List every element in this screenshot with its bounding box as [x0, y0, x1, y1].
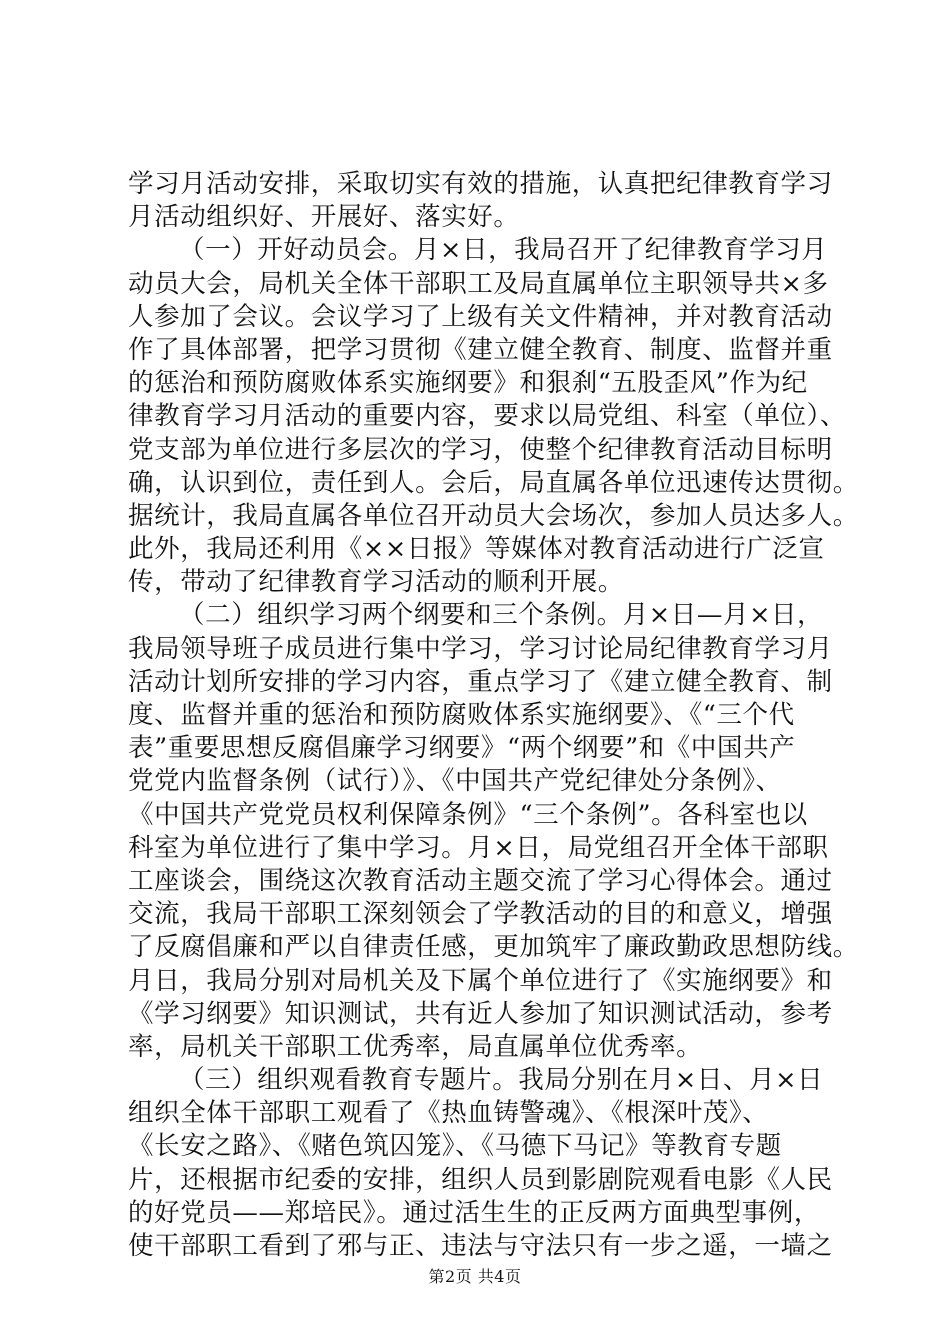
- text-line: 活动计划所安排的学习内容，重点学习了《建立健全教育、制: [128, 666, 833, 697]
- text-line: 学习月活动安排，采取切实有效的措施，认真把纪律教育学习: [128, 169, 833, 199]
- text-line: 党党内监督条例（试行）》、《中国共产党纪律处分条例》、: [128, 766, 782, 797]
- paragraph-first-line: （二）组织学习两个纲要和三个条例。月×日—月×日，: [179, 600, 824, 631]
- text-line: 组织全体干部职工观看了《热血铸警魂》、《根深叶茂》、: [128, 1098, 769, 1129]
- text-line: 的惩治和预防腐败体系实施纲要》和狠刹“五股歪风”作为纪: [128, 368, 808, 399]
- text-line: 了反腐倡廉和严以自律责任感，更加筑牢了廉政勤政思想防线。: [128, 932, 859, 963]
- document-body: [128, 168, 859, 1263]
- text-line: 确，认识到位，责任到人。会后，局直属各单位迅速传达贯彻。: [128, 467, 859, 498]
- text-line: 律教育学习月活动的重要内容，要求以局党组、科室（单位）、: [128, 401, 847, 432]
- text-line: 表”重要思想反腐倡廉学习纲要》“两个纲要”和《中国共产: [128, 733, 796, 764]
- text-line: 我局领导班子成员进行集中学习，学习讨论局纪律教育学习月: [128, 633, 833, 664]
- paragraph-first-line: （一）开好动员会。月×日，我局召开了纪律教育学习月: [179, 235, 828, 266]
- text-line: 科室为单位进行了集中学习。月×日，局党组召开全体干部职: [128, 832, 829, 863]
- text-line: 交流，我局干部职工深刻领会了学教活动的目的和意义，增强: [128, 899, 833, 930]
- text-line: 此外，我局还利用《××日报》等媒体对教育活动进行广泛宣: [128, 534, 825, 565]
- page-footer: 第2页 共4页: [428, 1267, 522, 1286]
- text-line: 据统计，我局直属各单位召开动员大会场次，参加人员达多人。: [128, 500, 859, 531]
- text-line: 《长安之路》、《赌色筑囚笼》、《马德下马记》等教育专题: [128, 1131, 782, 1162]
- text-line: 度、监督并重的惩治和预防腐败体系实施纲要》、《“三个代: [128, 700, 795, 730]
- text-line: 传，带动了纪律教育学习活动的顺利开展。: [128, 567, 624, 598]
- text-line: 月活动组织好、开展好、落实好。: [128, 202, 520, 233]
- text-line: 的好党员——郑培民》。通过活生生的正反两方面典型事例，: [128, 1197, 820, 1228]
- paragraph-first-line: （三）组织观看教育专题片。我局分别在月×日、月×日: [179, 1065, 824, 1096]
- text-line: 月日，我局分别对局机关及下属个单位进行了《实施纲要》和: [128, 965, 833, 996]
- text-line: 工座谈会，围绕这次教育活动主题交流了学习心得体会。通过: [128, 865, 833, 896]
- text-line: 人参加了会议。会议学习了上级有关文件精神，并对教育活动: [128, 301, 833, 332]
- text-line: 片，还根据市纪委的安排，组织人员到影剧院观看电影《人民: [128, 1164, 833, 1195]
- text-line: 党支部为单位进行多层次的学习，使整个纪律教育活动目标明: [128, 434, 833, 465]
- text-line: 使干部职工看到了邪与正、违法与守法只有一步之遥，一墙之: [128, 1231, 833, 1261]
- text-line: 率，局机关干部职工优秀率，局直属单位优秀率。: [128, 1031, 703, 1062]
- text-line: 《学习纲要》知识测试，共有近人参加了知识测试活动，参考: [128, 998, 833, 1029]
- text-line: 动员大会，局机关全体干部职工及局直属单位主职领导共×多: [128, 268, 829, 299]
- text-line: 《中国共产党党员权利保障条例》“三个条例”。各科室也以: [128, 799, 808, 830]
- text-line: 作了具体部署，把学习贯彻《建立健全教育、制度、监督并重: [128, 334, 833, 365]
